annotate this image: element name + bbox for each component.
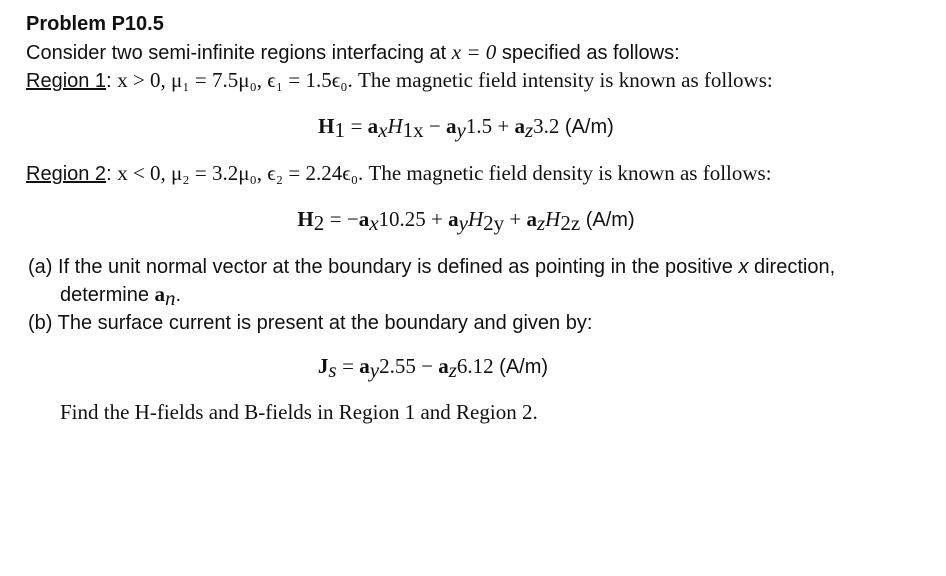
region1-conditions: x > 0, μ₁ = 7.5μ₀, ϵ₁ = 1.5ϵ₀ — [117, 68, 348, 92]
intro-tail: specified as follows: — [496, 42, 680, 64]
region1-description: Region 1: x > 0, μ₁ = 7.5μ₀, ϵ₁ = 1.5ϵ₀. The magnetic field intensity is known as follows: — [26, 68, 773, 92]
final-instruction: Find the H-fields and B-fields in Region 1 and Region 2. — [60, 400, 538, 424]
region2-tail: . The magnetic field density is known as follows: — [358, 161, 772, 185]
surface-current-equation: $J_s = a_y2.55 - a_z6.12$ (A/m) — [317, 354, 549, 382]
region2-description: Region 2: x < 0, μ₂ = 3.2μ₀, ϵ₂ = 2.24ϵ₀. The magnetic field density is known as follows: — [26, 161, 772, 185]
part-a-label: (a) — [28, 256, 53, 278]
part-b-label: (b) — [28, 312, 53, 334]
part-a: (a) If the unit normal vector at the boundary is defined as pointing in the positive x direction, determine $a_n$. — [28, 256, 836, 310]
problem-intro — [26, 40, 680, 65]
region1-label: Region 1 — [26, 70, 107, 92]
region1-tail: . The magnetic field intensity is known as follows: — [347, 68, 773, 92]
region2-conditions: x < 0, μ₂ = 3.2μ₀, ϵ₂ = 2.24ϵ₀ — [117, 161, 359, 185]
region2-label: Region 2 — [26, 163, 107, 185]
intro-text: Consider two semi-infinite regions interfacing at — [26, 42, 452, 64]
region2-field-equation: $H_2 = -a_x10.25 + a_yH_{2y} + a_zH_{2z}$ (A/m) — [297, 207, 635, 235]
part-b: (b) The surface current is present at the boundary and given by: — [28, 312, 593, 334]
problem-title: Problem P10.5 — [26, 13, 164, 35]
region1-field-equation: $H_1 = a_xH_{1x} - a_y1.5 + a_z3.2$ (A/m) — [318, 114, 614, 142]
intro-condition: x = 0 — [451, 40, 497, 64]
